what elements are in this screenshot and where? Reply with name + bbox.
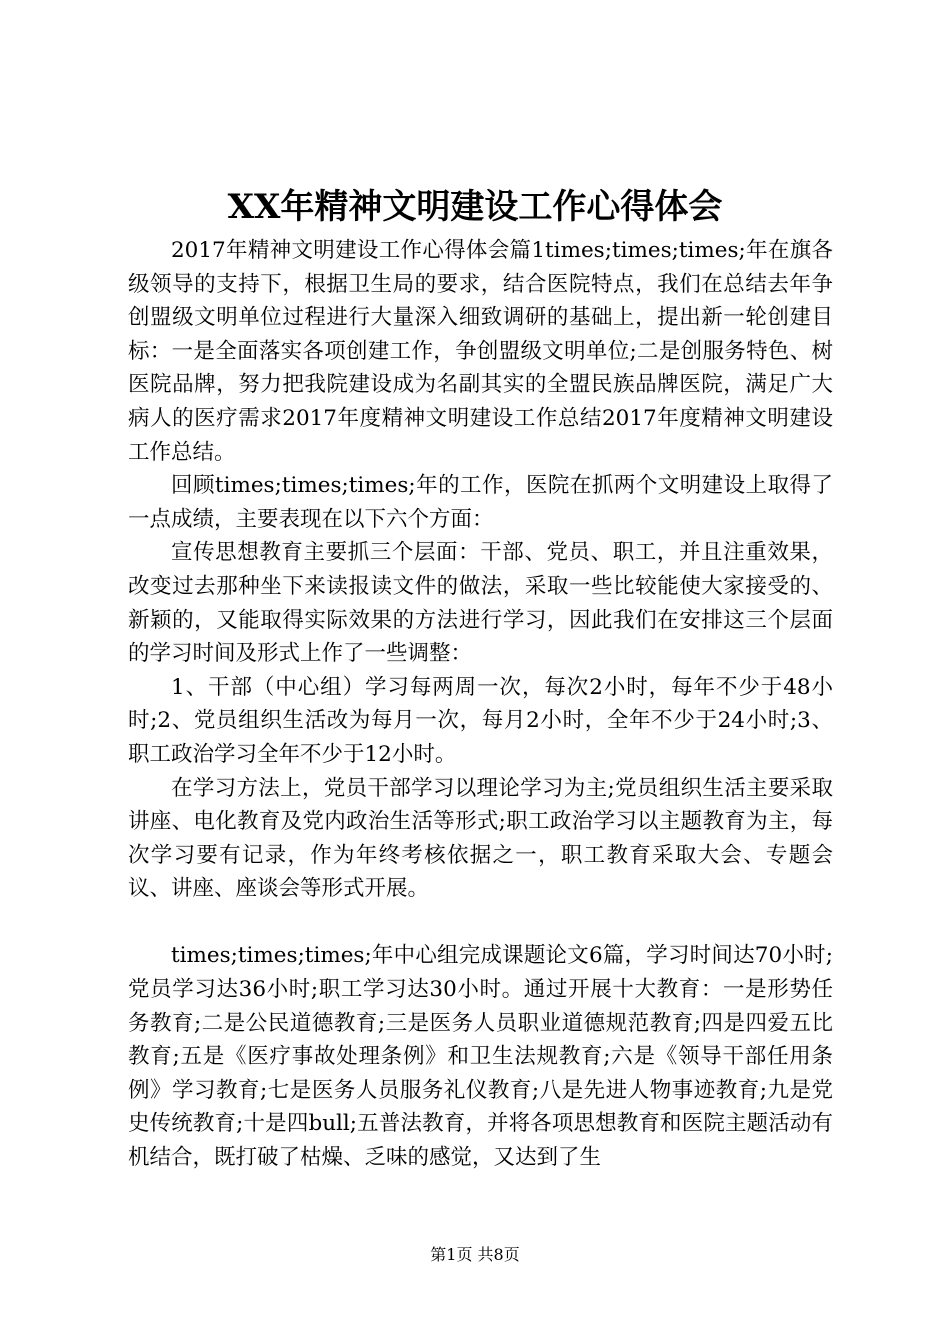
paragraph-intro: 2017年精神文明建设工作心得体会篇1times;times;times;年在旗各级领导的支持下，根据卫生局的要求，结合医院特点，我们在总结去年争创盟级文明单位过程进行大量深入细致调研的基础上，提出新一轮创建目标：一是全面落实各项创建工作，争创盟级文明单位;二是创服务特色、树医院品牌，努力把我院建设成为名副其实的全盟民族品牌医院，满足广大病人的医疗需求2017年度精神文明建设工作总结2017年度精神文明建设工作总结。 (128, 238, 833, 465)
document-body (128, 234, 833, 1175)
paragraph-study-schedule: 1、干部（中心组）学习每两周一次，每次2小时，每年不少于48小时;2、党员组织生活改为每月一次，每月2小时，全年不少于24小时;3、职工政治学习全年不少于12小时。 (128, 674, 833, 767)
paragraph-review: 回顾times;times;times;年的工作，医院在抓两个文明建设上取得了一点成绩，主要表现在以下六个方面： (128, 473, 833, 532)
page-number-footer: 第1页 共8页 (430, 1245, 520, 1264)
document-title: XX年精神文明建设工作心得体会 (227, 187, 723, 227)
paragraph-education-levels: 宣传思想教育主要抓三个层面：干部、党员、职工，并且注重效果，改变过去那种坐下来读报读文件的做法，采取一些比较能使大家接受的、新颖的，又能取得实际效果的方法进行学习，因此我们在安排这三个层面的学习时间及形式上作了一些调整： (128, 540, 833, 667)
paragraph-study-methods: 在学习方法上，党员干部学习以理论学习为主;党员组织生活主要采取讲座、电化教育及党内政治生活等形式;职工政治学习以主题教育为主，每次学习要有记录，作为年终考核依据之一，职工教育采取大会、专题会议、讲座、座谈会等形式开展。 (128, 775, 833, 902)
paragraph-study-results: times;times;times;年中心组完成课题论文6篇，学习时间达70小时;党员学习达36小时;职工学习达30小时。通过开展十大教育：一是形势任务教育;二是公民道德教育;三是医务人员职业道德规范教育;四是四爱五比教育;五是《医疗事故处理条例》和卫生法规教育;六是《领导干部任用条例》学习教育;七是医务人员服务礼仪教育;八是先进人物事迹教育;九是党史传统教育;十是四bull;五普法教育，并将各项思想教育和医院主题活动有机结合，既打破了枯燥、乏味的感觉，又达到了生 (128, 943, 833, 1171)
